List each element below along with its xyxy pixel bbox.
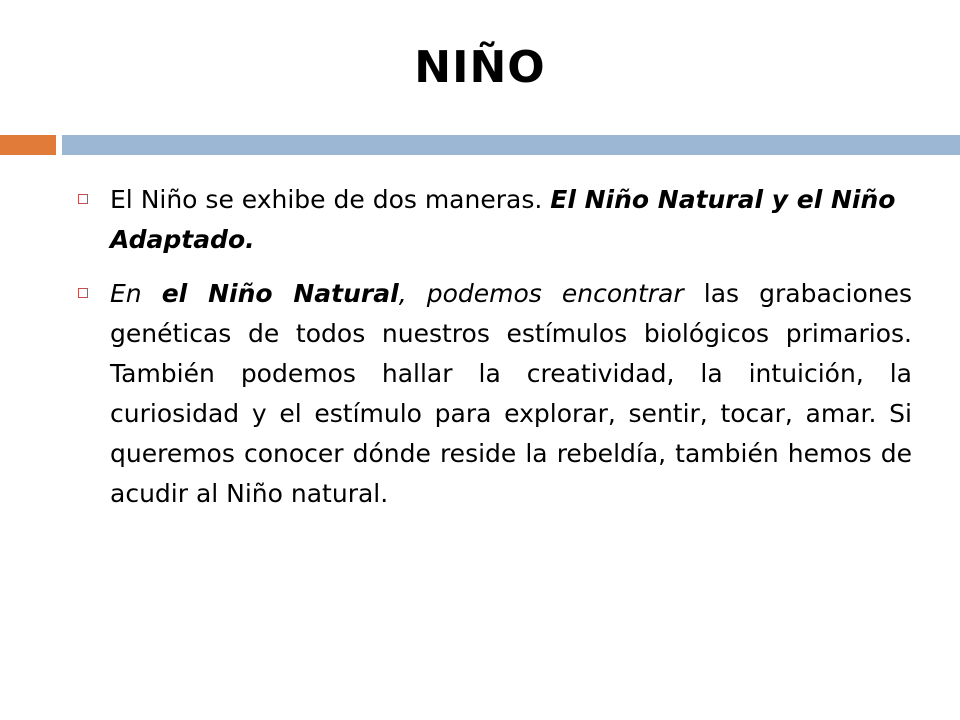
square-bullet-icon [78, 194, 88, 204]
title-accent-bar-orange [0, 135, 56, 155]
bullet-2-intro: En [110, 279, 162, 308]
bullet-2-after-emphasis: , podemos encontrar [398, 279, 684, 308]
slide-title: NIÑO [414, 42, 546, 93]
bullet-1-text: El Niño se exhibe de dos maneras. [110, 185, 551, 214]
bullet-2-emphasis: el Niño Natural [161, 279, 399, 308]
bullet-item-1 [72, 180, 912, 260]
bullet-1-emphasis: El Niño Natural y el Niño Adaptado. [110, 185, 896, 254]
square-bullet-icon [78, 288, 88, 298]
bullet-item-2 [72, 274, 912, 514]
title-accent-bar-blue [62, 135, 960, 155]
bullet-2-body: las grabaciones genéticas de todos nuestros estímulos biológicos primarios. También podemos hallar la creatividad, la intuición, la curiosidad y el estímulo para explorar, sentir, tocar, amar. Si queremos conocer dónde reside la rebeldía, también hemos de acudir al Niño natural. [110, 279, 913, 508]
slide-content [72, 180, 912, 528]
